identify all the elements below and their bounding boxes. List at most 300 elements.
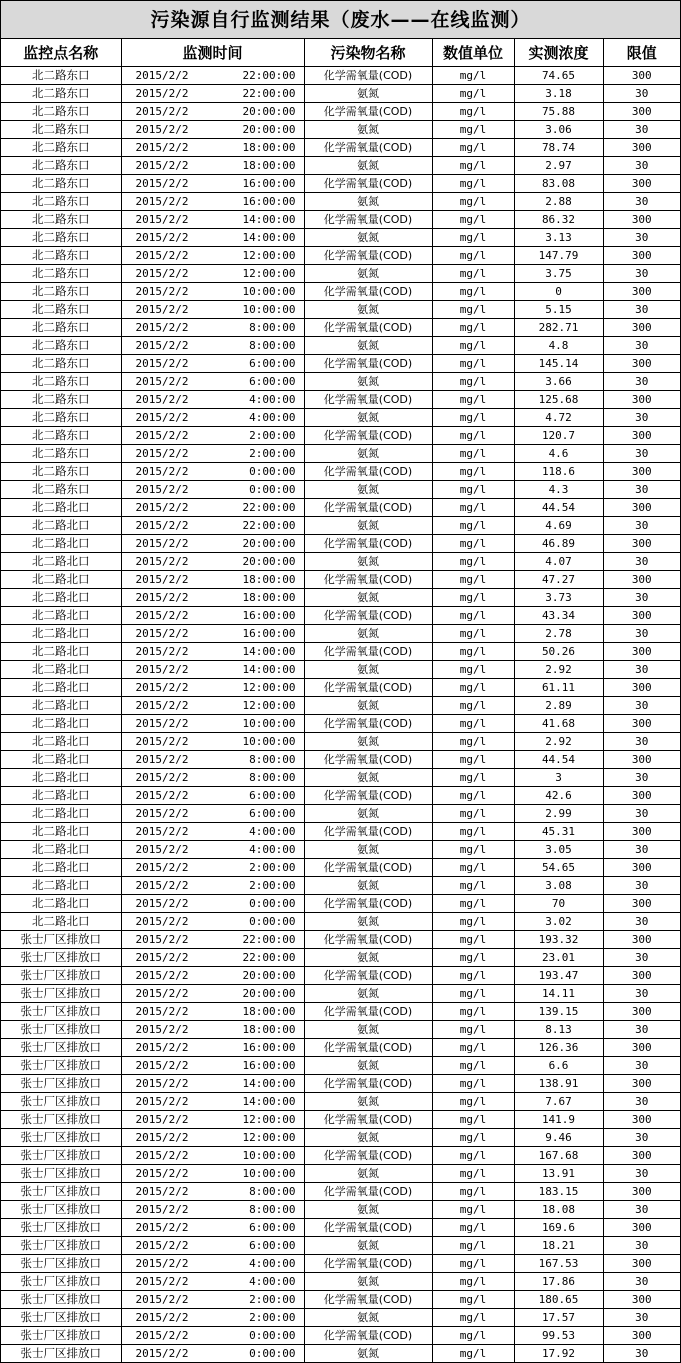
cell-time[interactable] <box>121 1237 304 1255</box>
cell-pollutant[interactable]: 氨氮 <box>304 121 432 139</box>
cell-value[interactable]: 44.54 <box>514 751 603 769</box>
cell-limit[interactable]: 300 <box>603 103 680 121</box>
cell-time[interactable] <box>121 139 304 157</box>
cell-site[interactable]: 北二路北口 <box>1 697 121 715</box>
cell-limit[interactable]: 300 <box>603 1039 680 1057</box>
cell-value[interactable]: 75.88 <box>514 103 603 121</box>
cell-unit[interactable]: mg/l <box>432 643 514 661</box>
cell-unit[interactable]: mg/l <box>432 409 514 427</box>
cell-site[interactable]: 北二路北口 <box>1 643 121 661</box>
cell-value[interactable]: 3.08 <box>514 877 603 895</box>
cell-unit[interactable]: mg/l <box>432 625 514 643</box>
cell-unit[interactable]: mg/l <box>432 1345 514 1363</box>
cell-site[interactable]: 北二路北口 <box>1 877 121 895</box>
header-pollutant[interactable]: 污染物名称 <box>304 39 432 67</box>
cell-value[interactable]: 169.6 <box>514 1219 603 1237</box>
cell-unit[interactable]: mg/l <box>432 985 514 1003</box>
cell-site[interactable]: 张士厂区排放口 <box>1 1003 121 1021</box>
cell-unit[interactable]: mg/l <box>432 607 514 625</box>
cell-value[interactable]: 139.15 <box>514 1003 603 1021</box>
cell-value[interactable]: 3.18 <box>514 85 603 103</box>
cell-pollutant[interactable]: 化学需氧量(COD) <box>304 1003 432 1021</box>
cell-value[interactable]: 167.53 <box>514 1255 603 1273</box>
cell-pollutant[interactable]: 化学需氧量(COD) <box>304 1111 432 1129</box>
cell-unit[interactable]: mg/l <box>432 1075 514 1093</box>
cell-value[interactable]: 3.13 <box>514 229 603 247</box>
cell-value[interactable]: 3.73 <box>514 589 603 607</box>
cell-limit[interactable]: 300 <box>603 751 680 769</box>
cell-site[interactable]: 张士厂区排放口 <box>1 931 121 949</box>
cell-unit[interactable]: mg/l <box>432 499 514 517</box>
cell-unit[interactable]: mg/l <box>432 751 514 769</box>
cell-site[interactable]: 张士厂区排放口 <box>1 1291 121 1309</box>
cell-limit[interactable]: 30 <box>603 805 680 823</box>
cell-pollutant[interactable]: 氨氮 <box>304 1129 432 1147</box>
cell-unit[interactable]: mg/l <box>432 913 514 931</box>
cell-site[interactable]: 张士厂区排放口 <box>1 1309 121 1327</box>
cell-time[interactable] <box>121 643 304 661</box>
cell-pollutant[interactable]: 氨氮 <box>304 769 432 787</box>
cell-value[interactable]: 23.01 <box>514 949 603 967</box>
cell-value[interactable]: 193.32 <box>514 931 603 949</box>
cell-pollutant[interactable]: 化学需氧量(COD) <box>304 355 432 373</box>
cell-pollutant[interactable]: 化学需氧量(COD) <box>304 463 432 481</box>
cell-value[interactable]: 83.08 <box>514 175 603 193</box>
cell-time[interactable] <box>121 427 304 445</box>
cell-site[interactable]: 北二路东口 <box>1 139 121 157</box>
cell-time[interactable] <box>121 589 304 607</box>
cell-pollutant[interactable]: 化学需氧量(COD) <box>304 535 432 553</box>
cell-time[interactable] <box>121 1219 304 1237</box>
cell-time[interactable] <box>121 859 304 877</box>
cell-time[interactable] <box>121 373 304 391</box>
cell-site[interactable]: 北二路东口 <box>1 391 121 409</box>
cell-time[interactable] <box>121 877 304 895</box>
cell-limit[interactable]: 300 <box>603 571 680 589</box>
cell-site[interactable]: 北二路北口 <box>1 787 121 805</box>
cell-time[interactable] <box>121 409 304 427</box>
cell-unit[interactable]: mg/l <box>432 391 514 409</box>
cell-site[interactable]: 张士厂区排放口 <box>1 1201 121 1219</box>
cell-time[interactable] <box>121 499 304 517</box>
cell-value[interactable]: 47.27 <box>514 571 603 589</box>
cell-site[interactable]: 北二路东口 <box>1 121 121 139</box>
cell-time[interactable] <box>121 913 304 931</box>
cell-limit[interactable]: 30 <box>603 661 680 679</box>
cell-site[interactable]: 北二路东口 <box>1 265 121 283</box>
cell-unit[interactable]: mg/l <box>432 1201 514 1219</box>
cell-unit[interactable]: mg/l <box>432 139 514 157</box>
cell-limit[interactable]: 30 <box>603 841 680 859</box>
cell-site[interactable]: 张士厂区排放口 <box>1 1111 121 1129</box>
cell-value[interactable]: 2.97 <box>514 157 603 175</box>
cell-value[interactable]: 3.02 <box>514 913 603 931</box>
cell-pollutant[interactable]: 氨氮 <box>304 1165 432 1183</box>
cell-value[interactable]: 3.66 <box>514 373 603 391</box>
cell-limit[interactable]: 30 <box>603 337 680 355</box>
cell-pollutant[interactable]: 化学需氧量(COD) <box>304 319 432 337</box>
cell-unit[interactable]: mg/l <box>432 805 514 823</box>
cell-time[interactable] <box>121 481 304 499</box>
cell-value[interactable]: 78.74 <box>514 139 603 157</box>
cell-site[interactable]: 北二路北口 <box>1 607 121 625</box>
cell-limit[interactable]: 300 <box>603 67 680 85</box>
cell-pollutant[interactable]: 化学需氧量(COD) <box>304 823 432 841</box>
cell-site[interactable]: 北二路东口 <box>1 409 121 427</box>
cell-limit[interactable]: 300 <box>603 211 680 229</box>
cell-unit[interactable]: mg/l <box>432 175 514 193</box>
cell-time[interactable] <box>121 229 304 247</box>
cell-pollutant[interactable]: 化学需氧量(COD) <box>304 67 432 85</box>
cell-site[interactable]: 北二路东口 <box>1 319 121 337</box>
cell-unit[interactable]: mg/l <box>432 535 514 553</box>
cell-time[interactable] <box>121 841 304 859</box>
cell-limit[interactable]: 30 <box>603 1201 680 1219</box>
cell-time[interactable] <box>121 1273 304 1291</box>
cell-pollutant[interactable]: 氨氮 <box>304 409 432 427</box>
cell-limit[interactable]: 30 <box>603 409 680 427</box>
cell-site[interactable]: 北二路北口 <box>1 841 121 859</box>
cell-unit[interactable]: mg/l <box>432 1021 514 1039</box>
cell-site[interactable]: 张士厂区排放口 <box>1 1129 121 1147</box>
cell-value[interactable]: 3.06 <box>514 121 603 139</box>
cell-time[interactable] <box>121 697 304 715</box>
cell-time[interactable] <box>121 211 304 229</box>
cell-value[interactable]: 138.91 <box>514 1075 603 1093</box>
cell-time[interactable] <box>121 265 304 283</box>
cell-time[interactable] <box>121 247 304 265</box>
cell-limit[interactable]: 300 <box>603 1327 680 1345</box>
cell-pollutant[interactable]: 氨氮 <box>304 373 432 391</box>
cell-limit[interactable]: 30 <box>603 301 680 319</box>
cell-site[interactable]: 张士厂区排放口 <box>1 1273 121 1291</box>
cell-pollutant[interactable]: 氨氮 <box>304 1273 432 1291</box>
cell-unit[interactable]: mg/l <box>432 1003 514 1021</box>
cell-limit[interactable]: 300 <box>603 967 680 985</box>
cell-value[interactable]: 2.92 <box>514 661 603 679</box>
cell-time[interactable] <box>121 1057 304 1075</box>
cell-site[interactable]: 北二路东口 <box>1 193 121 211</box>
cell-value[interactable]: 13.91 <box>514 1165 603 1183</box>
cell-site[interactable]: 北二路北口 <box>1 895 121 913</box>
cell-value[interactable]: 120.7 <box>514 427 603 445</box>
cell-value[interactable]: 99.53 <box>514 1327 603 1345</box>
cell-pollutant[interactable]: 氨氮 <box>304 553 432 571</box>
cell-unit[interactable]: mg/l <box>432 949 514 967</box>
cell-value[interactable]: 2.88 <box>514 193 603 211</box>
cell-unit[interactable]: mg/l <box>432 769 514 787</box>
cell-pollutant[interactable]: 氨氮 <box>304 1237 432 1255</box>
cell-time[interactable] <box>121 571 304 589</box>
cell-limit[interactable]: 30 <box>603 85 680 103</box>
cell-time[interactable] <box>121 1129 304 1147</box>
cell-value[interactable]: 41.68 <box>514 715 603 733</box>
cell-value[interactable]: 2.89 <box>514 697 603 715</box>
cell-unit[interactable]: mg/l <box>432 481 514 499</box>
cell-limit[interactable]: 30 <box>603 985 680 1003</box>
cell-site[interactable]: 北二路东口 <box>1 427 121 445</box>
cell-pollutant[interactable]: 化学需氧量(COD) <box>304 211 432 229</box>
cell-value[interactable]: 9.46 <box>514 1129 603 1147</box>
cell-site[interactable]: 北二路东口 <box>1 445 121 463</box>
cell-unit[interactable]: mg/l <box>432 1111 514 1129</box>
cell-site[interactable]: 北二路东口 <box>1 337 121 355</box>
cell-unit[interactable]: mg/l <box>432 787 514 805</box>
cell-time[interactable] <box>121 1147 304 1165</box>
cell-time[interactable] <box>121 1183 304 1201</box>
cell-time[interactable] <box>121 823 304 841</box>
cell-site[interactable]: 北二路东口 <box>1 211 121 229</box>
cell-site[interactable]: 北二路东口 <box>1 481 121 499</box>
cell-pollutant[interactable]: 氨氮 <box>304 1021 432 1039</box>
cell-pollutant[interactable]: 化学需氧量(COD) <box>304 1039 432 1057</box>
cell-site[interactable]: 北二路北口 <box>1 823 121 841</box>
cell-limit[interactable]: 300 <box>603 319 680 337</box>
cell-pollutant[interactable]: 化学需氧量(COD) <box>304 931 432 949</box>
cell-unit[interactable]: mg/l <box>432 589 514 607</box>
cell-limit[interactable]: 30 <box>603 157 680 175</box>
cell-unit[interactable]: mg/l <box>432 337 514 355</box>
cell-value[interactable]: 17.86 <box>514 1273 603 1291</box>
cell-site[interactable]: 北二路北口 <box>1 517 121 535</box>
cell-unit[interactable]: mg/l <box>432 1165 514 1183</box>
cell-unit[interactable]: mg/l <box>432 67 514 85</box>
cell-pollutant[interactable]: 化学需氧量(COD) <box>304 643 432 661</box>
cell-pollutant[interactable]: 氨氮 <box>304 301 432 319</box>
cell-site[interactable]: 北二路东口 <box>1 67 121 85</box>
cell-value[interactable]: 118.6 <box>514 463 603 481</box>
cell-limit[interactable]: 300 <box>603 1219 680 1237</box>
cell-value[interactable]: 46.89 <box>514 535 603 553</box>
cell-site[interactable]: 北二路北口 <box>1 679 121 697</box>
cell-limit[interactable]: 30 <box>603 445 680 463</box>
cell-pollutant[interactable]: 氨氮 <box>304 1345 432 1363</box>
cell-value[interactable]: 183.15 <box>514 1183 603 1201</box>
header-limit[interactable]: 限值 <box>603 39 680 67</box>
cell-unit[interactable]: mg/l <box>432 1309 514 1327</box>
cell-unit[interactable]: mg/l <box>432 841 514 859</box>
cell-time[interactable] <box>121 1165 304 1183</box>
cell-pollutant[interactable]: 化学需氧量(COD) <box>304 1291 432 1309</box>
cell-limit[interactable]: 300 <box>603 895 680 913</box>
cell-pollutant[interactable]: 氨氮 <box>304 265 432 283</box>
cell-pollutant[interactable]: 氨氮 <box>304 733 432 751</box>
cell-time[interactable] <box>121 445 304 463</box>
cell-pollutant[interactable]: 氨氮 <box>304 949 432 967</box>
cell-value[interactable]: 180.65 <box>514 1291 603 1309</box>
cell-pollutant[interactable]: 氨氮 <box>304 1201 432 1219</box>
cell-value[interactable]: 61.11 <box>514 679 603 697</box>
cell-pollutant[interactable]: 化学需氧量(COD) <box>304 679 432 697</box>
cell-pollutant[interactable]: 化学需氧量(COD) <box>304 715 432 733</box>
cell-site[interactable]: 北二路东口 <box>1 175 121 193</box>
cell-time[interactable] <box>121 337 304 355</box>
cell-site[interactable]: 北二路东口 <box>1 229 121 247</box>
cell-pollutant[interactable]: 化学需氧量(COD) <box>304 103 432 121</box>
cell-site[interactable]: 北二路北口 <box>1 769 121 787</box>
cell-value[interactable]: 145.14 <box>514 355 603 373</box>
cell-pollutant[interactable]: 化学需氧量(COD) <box>304 247 432 265</box>
cell-site[interactable]: 北二路北口 <box>1 625 121 643</box>
cell-time[interactable] <box>121 1309 304 1327</box>
cell-limit[interactable]: 300 <box>603 787 680 805</box>
cell-limit[interactable]: 300 <box>603 427 680 445</box>
cell-limit[interactable]: 300 <box>603 1183 680 1201</box>
cell-unit[interactable]: mg/l <box>432 1291 514 1309</box>
cell-pollutant[interactable]: 氨氮 <box>304 481 432 499</box>
cell-pollutant[interactable]: 氨氮 <box>304 1057 432 1075</box>
cell-limit[interactable]: 30 <box>603 193 680 211</box>
cell-pollutant[interactable]: 氨氮 <box>304 1309 432 1327</box>
cell-time[interactable] <box>121 391 304 409</box>
cell-site[interactable]: 北二路东口 <box>1 247 121 265</box>
cell-time[interactable] <box>121 751 304 769</box>
cell-limit[interactable]: 300 <box>603 1075 680 1093</box>
cell-unit[interactable]: mg/l <box>432 715 514 733</box>
cell-limit[interactable]: 300 <box>603 607 680 625</box>
cell-unit[interactable]: mg/l <box>432 121 514 139</box>
cell-time[interactable] <box>121 103 304 121</box>
cell-limit[interactable]: 300 <box>603 859 680 877</box>
cell-pollutant[interactable]: 化学需氧量(COD) <box>304 1075 432 1093</box>
cell-site[interactable]: 张士厂区排放口 <box>1 1093 121 1111</box>
cell-time[interactable] <box>121 121 304 139</box>
cell-limit[interactable]: 30 <box>603 1165 680 1183</box>
cell-limit[interactable]: 300 <box>603 1111 680 1129</box>
cell-unit[interactable]: mg/l <box>432 1327 514 1345</box>
cell-unit[interactable]: mg/l <box>432 859 514 877</box>
cell-value[interactable]: 70 <box>514 895 603 913</box>
cell-site[interactable]: 张士厂区排放口 <box>1 1183 121 1201</box>
cell-site[interactable]: 北二路北口 <box>1 589 121 607</box>
cell-value[interactable]: 3 <box>514 769 603 787</box>
cell-limit[interactable]: 300 <box>603 1291 680 1309</box>
cell-unit[interactable]: mg/l <box>432 1129 514 1147</box>
cell-unit[interactable]: mg/l <box>432 211 514 229</box>
cell-time[interactable] <box>121 967 304 985</box>
cell-unit[interactable]: mg/l <box>432 301 514 319</box>
cell-pollutant[interactable]: 氨氮 <box>304 157 432 175</box>
cell-value[interactable]: 4.6 <box>514 445 603 463</box>
cell-time[interactable] <box>121 607 304 625</box>
cell-time[interactable] <box>121 535 304 553</box>
cell-pollutant[interactable]: 氨氮 <box>304 841 432 859</box>
cell-site[interactable]: 北二路东口 <box>1 157 121 175</box>
cell-pollutant[interactable]: 氨氮 <box>304 805 432 823</box>
cell-pollutant[interactable]: 氨氮 <box>304 445 432 463</box>
cell-value[interactable]: 18.08 <box>514 1201 603 1219</box>
cell-site[interactable]: 张士厂区排放口 <box>1 1237 121 1255</box>
cell-value[interactable]: 167.68 <box>514 1147 603 1165</box>
cell-time[interactable] <box>121 949 304 967</box>
cell-value[interactable]: 17.92 <box>514 1345 603 1363</box>
cell-unit[interactable]: mg/l <box>432 1237 514 1255</box>
cell-time[interactable] <box>121 553 304 571</box>
cell-pollutant[interactable]: 化学需氧量(COD) <box>304 967 432 985</box>
cell-site[interactable]: 北二路北口 <box>1 859 121 877</box>
cell-pollutant[interactable]: 化学需氧量(COD) <box>304 1147 432 1165</box>
cell-site[interactable]: 北二路北口 <box>1 535 121 553</box>
cell-time[interactable] <box>121 85 304 103</box>
cell-value[interactable]: 147.79 <box>514 247 603 265</box>
cell-limit[interactable]: 300 <box>603 139 680 157</box>
cell-limit[interactable]: 30 <box>603 769 680 787</box>
cell-unit[interactable]: mg/l <box>432 571 514 589</box>
cell-limit[interactable]: 30 <box>603 1309 680 1327</box>
cell-limit[interactable]: 30 <box>603 913 680 931</box>
cell-site[interactable]: 张士厂区排放口 <box>1 985 121 1003</box>
cell-pollutant[interactable]: 化学需氧量(COD) <box>304 139 432 157</box>
cell-pollutant[interactable]: 化学需氧量(COD) <box>304 499 432 517</box>
cell-unit[interactable]: mg/l <box>432 697 514 715</box>
cell-pollutant[interactable]: 氨氮 <box>304 1093 432 1111</box>
cell-pollutant[interactable]: 氨氮 <box>304 229 432 247</box>
header-unit[interactable]: 数值单位 <box>432 39 514 67</box>
cell-limit[interactable]: 30 <box>603 589 680 607</box>
cell-value[interactable]: 4.72 <box>514 409 603 427</box>
cell-unit[interactable]: mg/l <box>432 193 514 211</box>
cell-pollutant[interactable]: 化学需氧量(COD) <box>304 1183 432 1201</box>
cell-value[interactable]: 17.57 <box>514 1309 603 1327</box>
cell-limit[interactable]: 300 <box>603 823 680 841</box>
header-value[interactable]: 实测浓度 <box>514 39 603 67</box>
cell-pollutant[interactable]: 氨氮 <box>304 589 432 607</box>
cell-limit[interactable]: 300 <box>603 355 680 373</box>
cell-site[interactable]: 张士厂区排放口 <box>1 1039 121 1057</box>
cell-site[interactable]: 张士厂区排放口 <box>1 1021 121 1039</box>
cell-value[interactable]: 7.67 <box>514 1093 603 1111</box>
cell-limit[interactable]: 30 <box>603 265 680 283</box>
cell-value[interactable]: 45.31 <box>514 823 603 841</box>
cell-site[interactable]: 张士厂区排放口 <box>1 1327 121 1345</box>
cell-unit[interactable]: mg/l <box>432 445 514 463</box>
cell-value[interactable]: 2.99 <box>514 805 603 823</box>
cell-time[interactable] <box>121 1003 304 1021</box>
cell-limit[interactable]: 30 <box>603 877 680 895</box>
cell-site[interactable]: 张士厂区排放口 <box>1 1219 121 1237</box>
cell-time[interactable] <box>121 1075 304 1093</box>
cell-site[interactable]: 北二路东口 <box>1 85 121 103</box>
cell-time[interactable] <box>121 355 304 373</box>
cell-value[interactable]: 3.05 <box>514 841 603 859</box>
cell-unit[interactable]: mg/l <box>432 85 514 103</box>
cell-value[interactable]: 4.8 <box>514 337 603 355</box>
cell-pollutant[interactable]: 化学需氧量(COD) <box>304 751 432 769</box>
cell-unit[interactable]: mg/l <box>432 157 514 175</box>
cell-site[interactable]: 北二路北口 <box>1 553 121 571</box>
cell-unit[interactable]: mg/l <box>432 733 514 751</box>
cell-time[interactable] <box>121 661 304 679</box>
cell-unit[interactable]: mg/l <box>432 283 514 301</box>
cell-site[interactable]: 张士厂区排放口 <box>1 949 121 967</box>
cell-unit[interactable]: mg/l <box>432 247 514 265</box>
cell-pollutant[interactable]: 化学需氧量(COD) <box>304 571 432 589</box>
cell-unit[interactable]: mg/l <box>432 517 514 535</box>
cell-limit[interactable]: 30 <box>603 553 680 571</box>
cell-limit[interactable]: 300 <box>603 175 680 193</box>
cell-time[interactable] <box>121 1201 304 1219</box>
cell-time[interactable] <box>121 517 304 535</box>
header-site[interactable]: 监控点名称 <box>1 39 121 67</box>
cell-limit[interactable]: 30 <box>603 625 680 643</box>
cell-value[interactable]: 282.71 <box>514 319 603 337</box>
cell-unit[interactable]: mg/l <box>432 1183 514 1201</box>
cell-limit[interactable]: 300 <box>603 1255 680 1273</box>
cell-pollutant[interactable]: 氨氮 <box>304 913 432 931</box>
cell-limit[interactable]: 300 <box>603 535 680 553</box>
cell-time[interactable] <box>121 283 304 301</box>
cell-site[interactable]: 张士厂区排放口 <box>1 967 121 985</box>
